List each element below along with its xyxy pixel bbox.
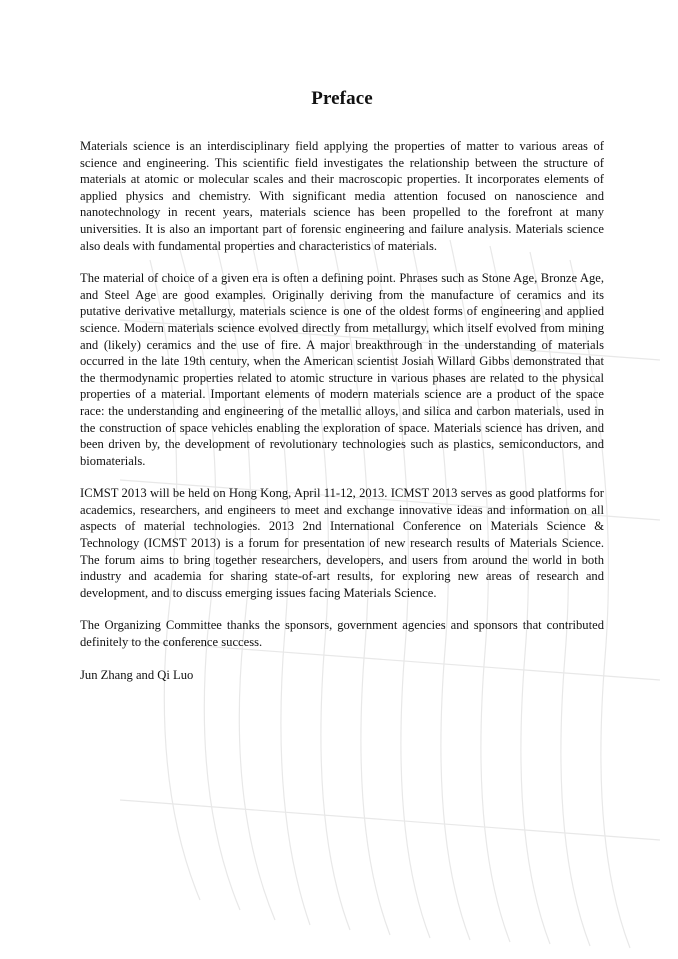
signature: Jun Zhang and Qi Luo xyxy=(80,667,194,682)
page-title: Preface xyxy=(311,88,373,109)
document-page xyxy=(80,88,604,683)
preface-paragraph-3: ICMST 2013 will be held on Hong Kong, April 11-12, 2013. ICMST 2013 serves as good platforms for academics, researchers, and engineers to meet and exchange innovative ideas and information on all aspects of material technologies. 2013 2nd International Conference on Materials Science & Technology (ICMST 2013) is a forum for presentation of new research results of Materials Science. The forum aims to bring together researchers, developers, and users from around the world in both industry and academia for sharing state-of-art results, for exploring new areas of research and development, and to discuss emerging issues facing Materials Science. xyxy=(80,486,604,600)
preface-paragraph-1: Materials science is an interdisciplinary field applying the properties of matter to various areas of science and engineering. This scientific field investigates the relationship between the structure of materials at atomic or molecular scales and their macroscopic properties. It incorporates elements of applied physics and chemistry. With significant media attention focused on nanoscience and nanotechnology in recent years, materials science has been propelled to the forefront at many universities. It is also an important part of forensic engineering and failure analysis. Materials science also deals with fundamental properties and characteristics of materials. xyxy=(80,139,604,253)
preface-paragraph-4: The Organizing Committee thanks the sponsors, government agencies and sponsors that contributed definitely to the conference success. xyxy=(80,618,604,650)
preface-paragraph-2: The material of choice of a given era is often a defining point. Phrases such as Stone Age, Bronze Age, and Steel Age are good examples. Originally deriving from the manufacture of ceramics and its putative derivative metallurgy, materials science is one of the oldest forms of engineering and applied science. Modern materials science evolved directly from metallurgy, which itself evolved from mining and (likely) ceramics and the use of fire. A major breakthrough in the understanding of materials occurred in the late 19th century, when the American scientist Josiah Willard Gibbs demonstrated that the thermodynamic properties related to atomic structure in various phases are related to the physical properties of a material. Important elements of modern materials science are a product of the space race: the understanding and engineering of the metallic alloys, and silica and carbon materials, used in the construction of space vehicles enabling the exploration of space. Materials science has driven, and been driven by, the development of revolutionary technologies such as plastics, semiconductors, and biomaterials. xyxy=(80,271,604,468)
